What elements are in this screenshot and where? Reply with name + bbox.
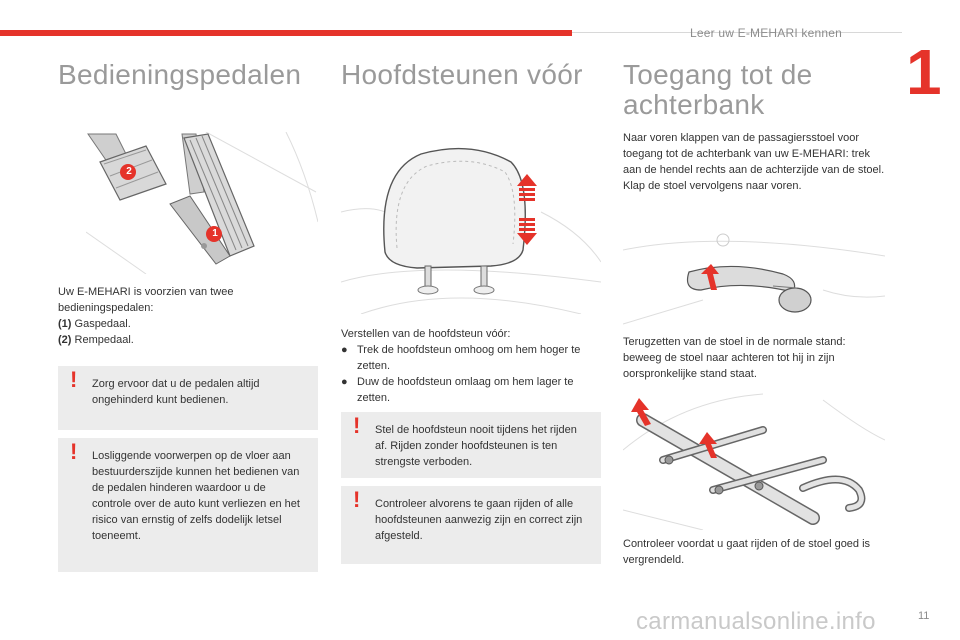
rear-section	[623, 60, 893, 120]
header-red-bar	[0, 30, 572, 36]
headrests-warning-2: ! Controleer alvorens te gaan rijden of alle hoofdsteunen aanwezig zijn en correct zijn afgesteld.	[341, 486, 601, 564]
page-number: 11	[918, 610, 930, 622]
headrests-title: Hoofdsteunen vóór	[341, 59, 583, 90]
seat-lever-illustration	[623, 220, 885, 328]
section-title: Leer uw E-MEHARI kennen	[690, 26, 842, 40]
list-item: ● Duw de hoofdsteun omlaag om hem lager te zetten.	[341, 376, 574, 404]
headrests-bullet-list	[341, 342, 603, 406]
callout-1: 1	[212, 228, 218, 239]
headrests-description	[341, 326, 603, 406]
pedals-warning-2: ! Losliggende voorwerpen op de vloer aan bestuurderszijde kunnen het bedienen van de pedalen hinderen waardoor u de controle over de auto kunt verliezen en het risico van ernstig of zelfs dodelijk letsel toeneemt.	[58, 438, 318, 572]
headrests-warning-1: ! Stel de hoofdsteun nooit tijdens het rijden af. Rijden zonder hoofdsteunen is ten strengste verboden.	[341, 412, 601, 478]
pedals-description	[58, 284, 308, 348]
rear-para-2: Terugzetten van de stoel in de normale stand: beweeg de stoel naar achteren tot hij in zijn oorspronkelijke stand staat.	[623, 336, 846, 380]
warning-icon: !	[70, 439, 78, 464]
list-item: ● Trek de hoofdsteun omhoog om hem hoger te zetten.	[341, 344, 581, 372]
pedals-illustration	[86, 132, 318, 274]
rear-para-3: Controleer voordat u gaat rijden of de stoel goed is vergrendeld.	[623, 538, 871, 566]
pedals-intro: Uw E-MEHARI is voorzien van twee bedieningspedalen:	[58, 286, 234, 314]
rear-para-1: Naar voren klappen van de passagiersstoel voor toegang tot de achterbank van uw E-MEHARI: trek aan de hendel rechts aan de achterzijde van de stoel. Klap de stoel vervolgens naar voren.	[623, 132, 885, 192]
headrest-illustration	[341, 132, 601, 314]
watermark: carmanualsonline.info	[636, 608, 876, 635]
seat-rail-illustration	[623, 390, 885, 530]
headrests-section	[341, 60, 603, 90]
rear-title: Toegang tot de achterbank	[623, 59, 813, 120]
warning-icon: !	[70, 367, 78, 392]
pedals-item-1: (1) Gaspedaal.	[58, 318, 131, 330]
pedals-warning-1: ! Zorg ervoor dat u de pedalen altijd ongehinderd kunt bedienen.	[58, 366, 318, 430]
pedals-section	[58, 60, 320, 90]
chapter-number: 1	[906, 36, 942, 108]
headrests-intro: Verstellen van de hoofdsteun vóór:	[341, 328, 511, 340]
warning-icon: !	[353, 413, 361, 438]
pedals-item-2: (2) Rempedaal.	[58, 334, 134, 346]
callout-2: 2	[126, 166, 132, 177]
warning-icon: !	[353, 487, 361, 512]
pedals-title: Bedieningspedalen	[58, 59, 302, 90]
